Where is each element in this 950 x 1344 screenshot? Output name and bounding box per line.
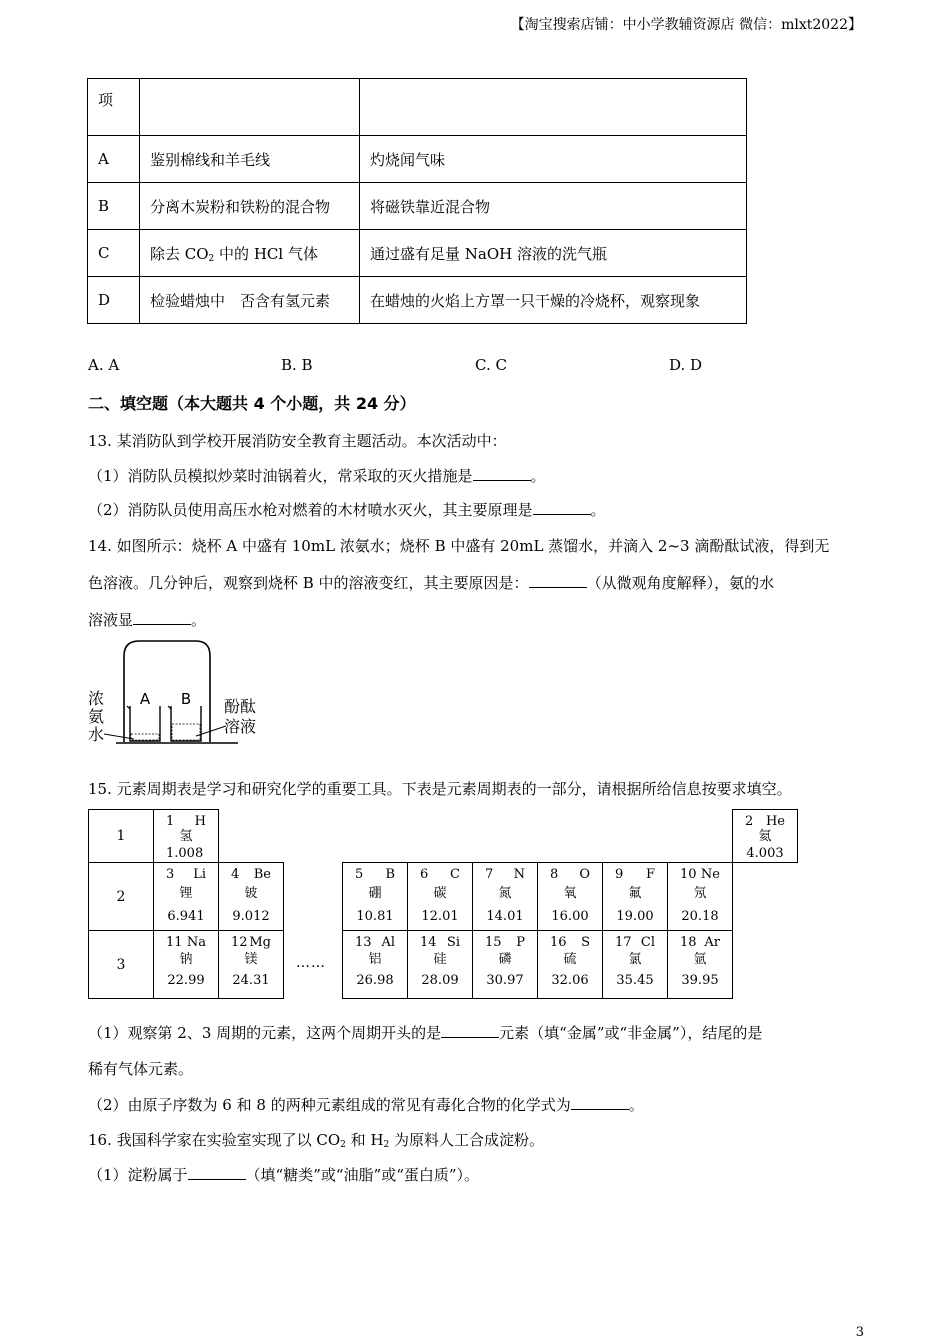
method-cell: 将磁铁靠近混合物 [360, 183, 747, 230]
phenolphthalein-liquid [172, 724, 200, 740]
row-label: B [88, 183, 140, 230]
element-cell: 3 Li 锂 6.941 [154, 863, 219, 931]
beaker-a [130, 706, 160, 741]
ammonia-liquid [131, 734, 159, 740]
text: （1）淀粉属于 [88, 1166, 188, 1184]
element-cell: 10 Ne 氖 20.18 [668, 863, 733, 931]
method-cell: 在蜡烛的火焰上方罩一只干燥的冷烧杯，观察现象 [360, 277, 747, 324]
phenolphthalein-label-2: 溶液 [224, 717, 257, 736]
row-label: C [88, 230, 140, 277]
period-row-2 [89, 863, 798, 931]
choice-b[interactable]: B. B [281, 356, 313, 374]
element-cell: 18 Ar 氩 39.95 [668, 931, 733, 999]
answer-blank[interactable] [473, 468, 531, 481]
element-cell: 14 Si 硅 28.09 [408, 931, 473, 999]
table-row [88, 79, 747, 136]
q15-part2 [88, 1094, 644, 1115]
q15-part1-line2: 稀有气体元素。 [88, 1060, 194, 1078]
periodic-table [88, 809, 798, 999]
text: 。 [628, 1096, 644, 1114]
q13-stem: 13. 某消防队到学校开展消防安全教育主题活动。本次活动中： [88, 432, 507, 450]
purpose-cell [140, 230, 360, 277]
table-row [88, 277, 747, 324]
choice-a[interactable]: A. A [88, 356, 120, 374]
purpose-cell: 检验蜡烛中 否含有氢元素 [140, 277, 360, 324]
row-label: D [88, 277, 140, 324]
method-cell: 通过盛有足量 NaOH 溶液的洗气瓶 [360, 230, 747, 277]
bell-jar [124, 641, 210, 742]
text: （从微观角度解释），氨的水 [586, 574, 775, 592]
answer-blank[interactable] [441, 1025, 499, 1038]
q15-stem: 15. 元素周期表是学习和研究化学的重要工具。下表是元素周期表的一部分，请根据所给信息按要求填空。 [88, 780, 792, 798]
ammonia-label-2: 氨 [88, 707, 105, 726]
subscript: 2 [208, 253, 215, 264]
element-cell: 8 O 氧 16.00 [538, 863, 603, 931]
text: 中的 HCl 气体 [214, 244, 318, 263]
q13-part1 [88, 465, 546, 486]
q16-stem: 16. 我国科学家在实验室实现了以 $CO_2$ 和 $H_2$ 为原料人工合成淀粉。 [88, 1131, 545, 1150]
table-row [88, 136, 747, 183]
element-cell: 2 He 氦 4.003 [733, 810, 798, 863]
purpose-cell: 鉴别棉线和羊毛线 [140, 136, 360, 183]
purpose-cell: 分离木炭粉和铁粉的混合物 [140, 183, 360, 230]
element-cell: 7 N 氮 14.01 [473, 863, 538, 931]
element-cell: 1 H 氢 1.008 [154, 810, 219, 863]
element-cell: 15 P 磷 30.97 [473, 931, 538, 999]
element-cell: 16 S 硫 32.06 [538, 931, 603, 999]
q14-line1: 14. 如图所示：烧杯 A 中盛有 10mL 浓氨水；烧杯 B 中盛有 20mL 蒸馏水，并滴入 2~3 滴酚酞试液，得到无 [88, 537, 830, 555]
answer-blank[interactable] [188, 1167, 246, 1180]
experiment-table [87, 78, 747, 324]
phenolphthalein-label-1: 酚酞 [224, 697, 257, 716]
ammonia-label-1: 浓 [88, 689, 105, 708]
text: 。 [191, 611, 207, 629]
answer-blank[interactable] [529, 575, 587, 588]
period-row-3 [89, 931, 798, 999]
q14-line2 [88, 572, 774, 593]
row-label: A [88, 136, 140, 183]
period-number: 3 [89, 931, 154, 999]
page-header: 【淘宝搜索店铺：中小学教辅资源店 微信：mlxt2022】 [510, 17, 862, 33]
table-row [88, 183, 747, 230]
beaker-a-label: A [139, 690, 151, 708]
element-cell: 9 F 氟 19.00 [603, 863, 668, 931]
text: （填“糖类”或“油脂”或“蛋白质”）。 [245, 1166, 480, 1184]
element-cell: 12 Mg 镁 24.31 [219, 931, 284, 999]
choice-c[interactable]: C. C [475, 356, 507, 374]
choice-d[interactable]: D. D [669, 356, 703, 374]
element-cell: 17 Cl 氯 35.45 [603, 931, 668, 999]
table-row [88, 230, 747, 277]
ammonia-label-3: 水 [88, 725, 105, 744]
answer-blank[interactable] [571, 1097, 629, 1110]
text: 元素（填“金属”或“非金属”），结尾的是 [499, 1024, 763, 1042]
text: （1）消防队员模拟炒菜时油锅着火，常采取的灭火措施是 [88, 467, 473, 485]
method-cell: 灼烧闻气味 [360, 136, 747, 183]
text: 色溶液。几分钟后，观察到烧杯 B 中的溶液变红，其主要原因是： [88, 574, 529, 592]
answer-blank[interactable] [533, 502, 591, 515]
text: 。 [590, 501, 606, 519]
text: 除去 CO [150, 244, 209, 263]
beaker-b-label: B [180, 690, 192, 708]
period-row-1 [89, 810, 798, 863]
beaker-figure [86, 638, 276, 750]
table-cell [140, 79, 360, 136]
q15-part1 [88, 1022, 762, 1043]
answer-blank[interactable] [133, 612, 191, 625]
element-cell: 5 B 硼 10.81 [343, 863, 408, 931]
element-cell: 6 C 碳 12.01 [408, 863, 473, 931]
text: 。 [530, 467, 546, 485]
text: （2）消防队员使用高压水枪对燃着的木材喷水灭火，其主要原理是 [88, 501, 533, 519]
period-number: 2 [89, 863, 154, 931]
q14-line3 [88, 609, 206, 630]
table-cell [360, 79, 747, 136]
text: （1）观察第 2、3 周期的元素，这两个周期开头的是 [88, 1024, 442, 1042]
q13-part2 [88, 499, 606, 520]
text: （2）由原子序数为 6 和 8 的两种元素组成的常见有毒化合物的化学式为 [88, 1096, 571, 1114]
q16-part1 [88, 1164, 479, 1185]
element-cell: 11 Na 钠 22.99 [154, 931, 219, 999]
section-title: 二、填空题（本大题共 4 个小题，共 24 分） [88, 394, 416, 413]
table-cell: 项 [88, 79, 140, 136]
element-cell: 13 Al 铝 26.98 [343, 931, 408, 999]
page-number: 3 [855, 1325, 864, 1340]
ellipsis: …… [296, 955, 326, 971]
element-cell: 4 Be 铍 9.012 [219, 863, 284, 931]
period-number: 1 [89, 810, 154, 863]
text: 溶液显 [88, 611, 134, 629]
